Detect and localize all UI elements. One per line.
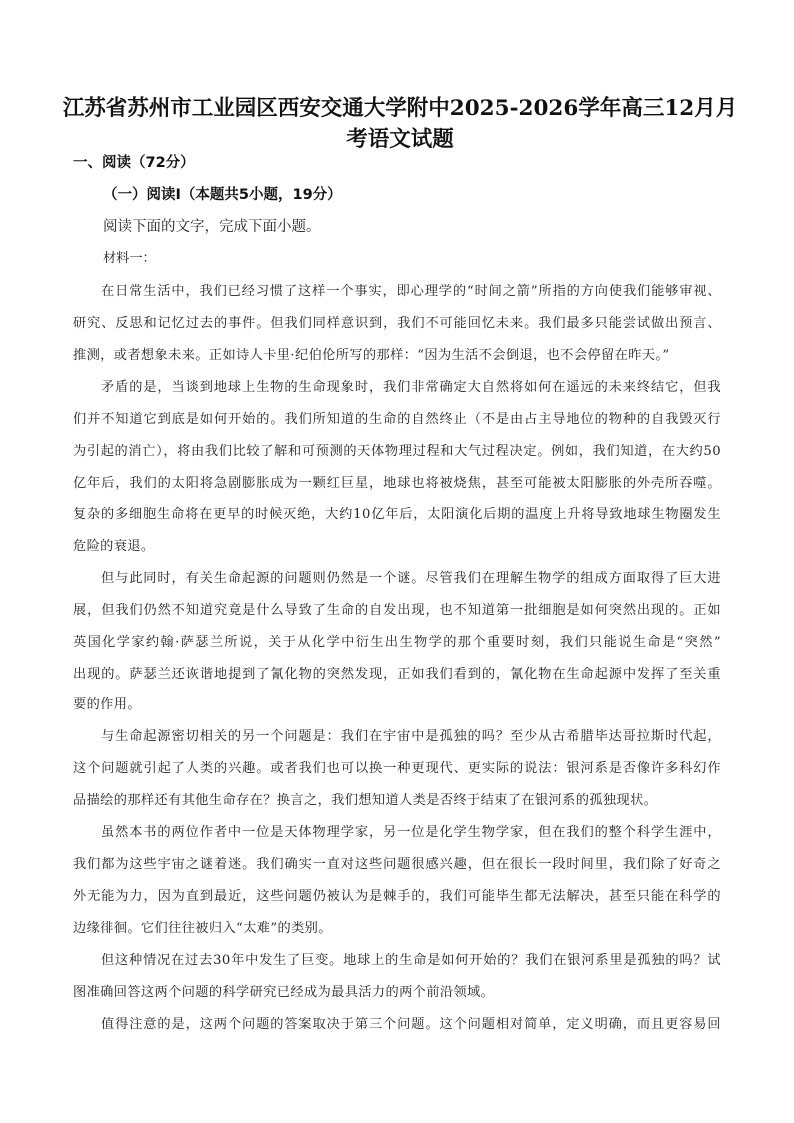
passage-line: 推测，或者想象未来。正如诗人卡里·纪伯伦所写的那样：“因为生活不会倒退，也不会停留在昨天。” <box>73 348 670 363</box>
passage-line: 矛盾的是，当谈到地球上生物的生命现象时，我们非常确定大自然将如何在遥远的未来终结它，但我 <box>101 380 721 395</box>
passage-line: 们并不知道它到底是如何开始的。我们所知道的生命的自然终止（不是由占主导地位的物种的自我毁灭行 <box>73 412 721 427</box>
passage-line: 危险的衰退。 <box>73 539 155 554</box>
passage-line: 品描绘的那样还有其他生命存在？换言之，我们想知道人类是否终于结束了在银河系的孤独现状。 <box>73 793 658 808</box>
passage-line: 但这种情况在过去30年中发生了巨变。地球上的生命是如何开始的？我们在银河系里是孤独的吗？试 <box>101 953 721 968</box>
section-heading: 一、阅读（72分） <box>73 155 195 171</box>
passage-line: 复杂的多细胞生命将在更早的时候灭绝，大约10亿年后，太阳演化后期的温度上升将导致地球生物圈发生 <box>73 507 721 522</box>
passage-line: 这个问题就引起了人类的兴趣。或者我们也可以换一种更现代、更实际的说法：银河系是否像许多科幻作 <box>73 761 721 776</box>
passage-line: 图准确回答这两个问题的科学研究已经成为最具活力的两个前沿领域。 <box>73 985 495 1000</box>
document-title-line-1: 江苏省苏州市工业园区西安交通大学附中2025-2026学年高三12月月 <box>62 96 738 121</box>
passage-line: 值得注意的是，这两个问题的答案取决于第三个问题。这个问题相对简单，定义明确，而且更容易回 <box>101 1017 721 1032</box>
passage-line: 与生命起源密切相关的另一个问题是：我们在宇宙中是孤独的吗？至少从古希腊毕达哥拉斯时代起， <box>101 729 721 744</box>
sub-section-heading: （一）阅读Ⅰ（本题共5小题，19分） <box>103 187 342 203</box>
passage-line: 在日常生活中，我们已经习惯了这样一个事实，即心理学的“时间之箭”所指的方向使我们能够审视、 <box>101 284 721 299</box>
passage-line: 出现的。萨瑟兰还诙谐地提到了氰化物的突然发现，正如我们看到的，氰化物在生命起源中发挥了至关重 <box>73 667 721 682</box>
passage-line: 外无能为力，因为直到最近，这些问题仍被认为是棘手的，我们可能毕生都无法解决，甚至只能在科学的 <box>73 889 721 904</box>
passage-line: 我们都为这些宇宙之谜着迷。我们确实一直对这些问题很感兴趣，但在很长一段时间里，我们除了好奇之 <box>73 857 721 872</box>
passage-line: 英国化学家约翰·萨瑟兰所说，关于从化学中衍生出生物学的那个重要时刻，我们只能说生命是“突然” <box>73 635 721 650</box>
passage-line: 研究、反思和记忆过去的事件。但我们同样意识到，我们不可能回忆未来。我们最多只能尝试做出预言、 <box>73 316 721 331</box>
passage-line: 虽然本书的两位作者中一位是天体物理学家，另一位是化学生物学家，但在我们的整个科学生涯中， <box>101 825 721 840</box>
material-label: 材料一： <box>103 251 156 266</box>
passage-line: 为引起的消亡），将由我们比较了解和可预测的天体物理过程和大气过程决定。例如，我们知道，在大约50 <box>73 444 721 459</box>
passage-line: 亿年后，我们的太阳将急剧膨胀成为一颗红巨星，地球也将被烧焦，甚至可能被太阳膨胀的外壳所吞噬。 <box>73 476 721 491</box>
passage-line: 但与此同时，有关生命起源的问题则仍然是一个谜。尽管我们在理解生物学的组成方面取得了巨大进 <box>101 571 721 586</box>
instruction-text: 阅读下面的文字，完成下面小题。 <box>103 219 321 235</box>
passage-line: 展，但我们仍然不知道究竟是什么导致了生命的自发出现，也不知道第一批细胞是如何突然出现的。正如 <box>73 603 721 618</box>
passage-line: 边缘徘徊。它们往往被归入“太难”的类别。 <box>73 921 332 936</box>
passage-line: 要的作用。 <box>73 697 141 712</box>
document-title-line-2: 考语文试题 <box>346 127 454 152</box>
